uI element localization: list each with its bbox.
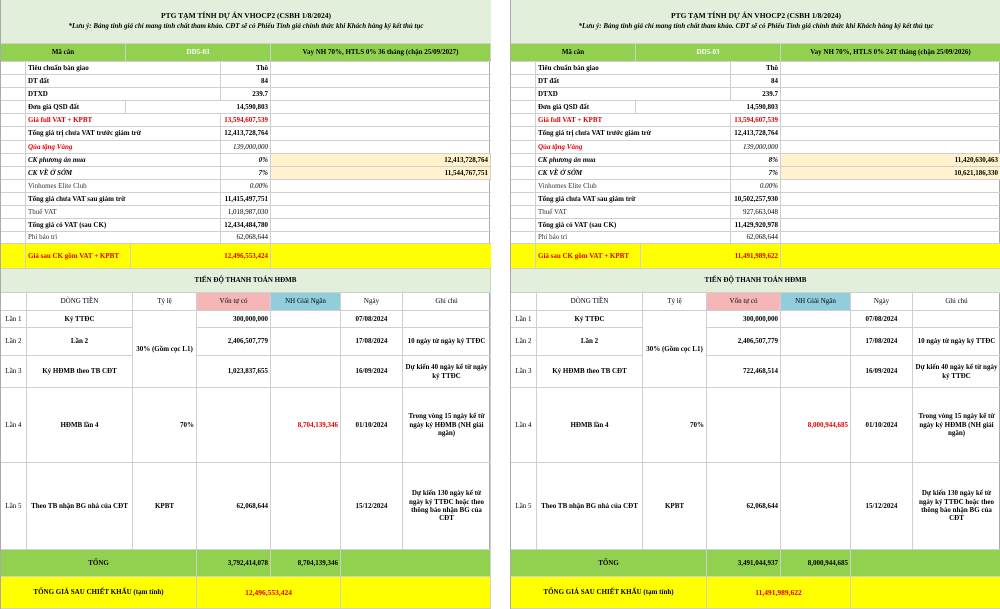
- sheet-title: PTG TẠM TÍNH DỰ ÁN VHOCP2 (CSBH 1/8/2024): [161, 11, 331, 20]
- payment-date: 15/12/2024: [341, 463, 403, 549]
- info-row: [1, 180, 491, 193]
- discounted-price: 10,621,186,330: [781, 167, 1000, 179]
- schedule-header-row: [511, 293, 1000, 311]
- own-capital: 300,000,000: [197, 311, 271, 327]
- info-row: [511, 101, 1000, 114]
- info-label: Tổng giá chưa VAT sau giảm trừ: [26, 193, 221, 205]
- info-percent: 0.00%: [731, 180, 781, 192]
- info-label: Qùa tặng Vàng: [536, 141, 731, 153]
- info-row: [1, 127, 491, 141]
- own-capital: [707, 388, 781, 462]
- info-label: DTXD: [26, 88, 221, 100]
- info-value: 10,502,257,930: [731, 193, 781, 205]
- sheet-header: [511, 0, 1000, 44]
- unit-code-label: Mã căn: [511, 44, 636, 61]
- total-own-capital: 3,491,044,937: [707, 550, 781, 576]
- own-capital: 2,406,507,779: [197, 328, 271, 355]
- info-value: 11,415,497,751: [221, 193, 271, 205]
- schedule-title-row: [511, 269, 1000, 293]
- total-bank: 8,704,139,346: [271, 550, 341, 576]
- info-row: [1, 219, 491, 232]
- payment-row: [511, 356, 1000, 388]
- info-row: [1, 232, 491, 244]
- info-row: [1, 114, 491, 127]
- info-percent: 7%: [221, 167, 271, 179]
- info-spacer: [1, 62, 26, 74]
- final-blank: [341, 577, 491, 608]
- info-row: [1, 141, 491, 154]
- info-label: Giá full VAT + KPBT: [536, 114, 731, 126]
- info-value: 12,413,728,764: [731, 127, 781, 140]
- info-label: DT đất: [536, 75, 731, 87]
- info-value: 84: [731, 75, 781, 87]
- payment-row: [1, 463, 491, 550]
- sheet-title: PTG TẠM TÍNH DỰ ÁN VHOCP2 (CSBH 1/8/2024): [671, 11, 841, 20]
- info-value: 14,590,803: [126, 101, 271, 113]
- column-header: DÒNG TIỀN: [537, 293, 643, 310]
- total-row: [511, 550, 1000, 577]
- info-row: [1, 193, 491, 206]
- info-spacer: [1, 219, 26, 231]
- payment-index: Lần 5: [1, 463, 27, 549]
- payment-date: 17/08/2024: [341, 328, 403, 355]
- info-value: 1,018,987,030: [221, 206, 271, 218]
- info-row: [1, 62, 491, 75]
- payment-date: 07/08/2024: [341, 311, 403, 327]
- info-spacer: [511, 219, 536, 231]
- payment-date: 16/09/2024: [851, 356, 913, 387]
- info-spacer: [1, 206, 26, 218]
- info-spacer: [1, 75, 26, 87]
- info-spacer: [511, 244, 536, 268]
- info-row: [511, 88, 1000, 101]
- price-sheet-left: [0, 0, 490, 609]
- payment-row: [1, 311, 491, 328]
- payment-name: Theo TB nhận BG nhà của CĐT: [27, 463, 133, 549]
- info-spacer: [1, 88, 26, 100]
- info-percent: 0.00%: [221, 180, 271, 192]
- total-label: TỔNG: [511, 550, 707, 576]
- info-label: CK phương án mua: [536, 154, 731, 166]
- info-label: CK VỀ Ở SỚM: [26, 167, 221, 179]
- info-label: Tổng giá chưa VAT sau giảm trừ: [536, 193, 731, 205]
- payment-row: [511, 388, 1000, 463]
- own-capital: 300,000,000: [707, 311, 781, 327]
- payment-row: [511, 311, 1000, 328]
- final-blank: [851, 577, 1000, 608]
- column-header: Ngày: [851, 293, 913, 310]
- info-spacer: [1, 141, 26, 153]
- info-label: DTXD: [536, 88, 731, 100]
- payment-name: Ký TTĐC: [537, 311, 643, 327]
- payment-index: Lần 1: [1, 311, 27, 327]
- payment-date: 07/08/2024: [851, 311, 913, 327]
- info-value: 12,496,553,424: [131, 244, 271, 268]
- bank-disbursement: [271, 328, 341, 355]
- payment-date: 01/10/2024: [341, 388, 403, 462]
- unit-code-label: Mã căn: [1, 44, 126, 61]
- payment-note: Dự kiến 130 ngày kể từ ngày ký TTĐC hoặc theo thông báo nhận BG của CĐT: [403, 463, 491, 549]
- payment-note: Dự kiến 40 ngày kể từ ngày ký TTĐC: [913, 356, 1000, 387]
- info-label: CK VỀ Ở SỚM: [536, 167, 731, 179]
- info-row: [511, 141, 1000, 154]
- header-blank: [511, 293, 537, 310]
- final-label: TỔNG GIÁ SAU CHIẾT KHẤU (tạm tính): [1, 577, 197, 608]
- column-header: NH Giải Ngân: [271, 293, 341, 310]
- payment-row: [1, 388, 491, 463]
- info-value: 14,590,803: [636, 101, 781, 113]
- payment-rate: 70%: [643, 388, 707, 462]
- unit-row: [511, 44, 1000, 62]
- info-label: Vinhomes Elite Club: [536, 180, 731, 192]
- info-spacer: [511, 62, 536, 74]
- info-spacer: [1, 244, 26, 268]
- column-header: Vốn tự có: [197, 293, 271, 310]
- payment-index: Lần 4: [511, 388, 537, 462]
- info-row: [1, 154, 491, 167]
- column-header: Tỷ lệ: [133, 293, 197, 310]
- info-spacer: [1, 127, 26, 140]
- info-spacer: [1, 101, 26, 113]
- bank-disbursement: [271, 463, 341, 549]
- total-bank: 8,000,944,685: [781, 550, 851, 576]
- payment-name: Lần 2: [537, 328, 643, 355]
- payment-note: Dự kiến 130 ngày kể từ ngày ký TTĐC hoặc theo thông báo nhận BG của CĐT: [913, 463, 1000, 549]
- info-row: [1, 244, 491, 269]
- own-capital: 62,068,644: [707, 463, 781, 549]
- payment-name: Ký HĐMB theo TB CĐT: [27, 356, 133, 387]
- info-label: Vinhomes Elite Club: [26, 180, 221, 192]
- column-header: Ngày: [341, 293, 403, 310]
- payment-rate: 70%: [133, 388, 197, 462]
- bank-disbursement: 8,704,139,346: [271, 388, 341, 462]
- info-label: Giá full VAT + KPBT: [26, 114, 221, 126]
- info-value: Thô: [221, 62, 271, 74]
- payment-note: Trong vòng 15 ngày kể từ ngày ký HĐMB (NH giải ngân): [403, 388, 491, 462]
- own-capital: 2,406,507,779: [707, 328, 781, 355]
- bank-disbursement: [781, 356, 851, 387]
- payment-row: [1, 356, 491, 388]
- info-percent: 7%: [731, 167, 781, 179]
- info-label: DT đất: [26, 75, 221, 87]
- total-label: TỔNG: [1, 550, 197, 576]
- payment-note: Dự kiến 40 ngày kể từ ngày ký TTĐC: [403, 356, 491, 387]
- info-label: Tổng giá trị chưa VAT trước giảm trừ: [536, 127, 731, 140]
- unit-code-value: DD5-03: [636, 44, 781, 61]
- payment-name: Lần 2: [27, 328, 133, 355]
- info-spacer: [1, 180, 26, 192]
- info-row: [511, 167, 1000, 180]
- info-row: [511, 219, 1000, 232]
- info-spacer: [1, 167, 26, 179]
- payment-date: 17/08/2024: [851, 328, 913, 355]
- info-spacer: [511, 167, 536, 179]
- payment-index: Lần 4: [1, 388, 27, 462]
- final-label: TỔNG GIÁ SAU CHIẾT KHẤU (tạm tính): [511, 577, 707, 608]
- payment-row: [511, 463, 1000, 550]
- total-own-capital: 3,792,414,078: [197, 550, 271, 576]
- info-value: 11,491,989,622: [641, 244, 781, 268]
- column-header: Vốn tự có: [707, 293, 781, 310]
- payment-row: [1, 328, 491, 356]
- info-spacer: [1, 232, 26, 243]
- bank-disbursement: [781, 463, 851, 549]
- info-spacer: [1, 154, 26, 166]
- info-value: Thô: [731, 62, 781, 74]
- info-spacer: [511, 154, 536, 166]
- own-capital: [197, 388, 271, 462]
- payment-index: Lần 3: [511, 356, 537, 387]
- info-row: [511, 232, 1000, 244]
- info-row: [511, 62, 1000, 75]
- discounted-price: 12,413,728,764: [271, 154, 491, 166]
- info-label: Phí bảo trì: [536, 232, 731, 243]
- info-spacer: [511, 180, 536, 192]
- info-row: [1, 167, 491, 180]
- column-header: DÒNG TIỀN: [27, 293, 133, 310]
- info-label: CK phương án mua: [26, 154, 221, 166]
- info-row: [511, 244, 1000, 269]
- info-label: Giá sau CK gồm VAT + KPBT: [536, 244, 641, 268]
- info-spacer: [511, 88, 536, 100]
- info-label: Qùa tặng Vàng: [26, 141, 221, 153]
- info-spacer: [511, 193, 536, 205]
- sheet-disclaimer: *Lưu ý: Bảng tính giá chỉ mang tính chất tham khảo. CĐT sẽ có Phiếu Tính giá chính thức khi Khách hàng ký kết thủ tục: [68, 22, 424, 30]
- info-label: Tổng giá có VAT (sau CK): [26, 219, 221, 231]
- loan-terms: Vay NH 70%, HTLS 0% 36 tháng (chặn 25/09/2027): [271, 44, 491, 61]
- payment-note: 10 ngày từ ngày ký TTĐC: [403, 328, 491, 355]
- bank-disbursement: 8,000,944,685: [781, 388, 851, 462]
- column-header: Tỷ lệ: [643, 293, 707, 310]
- info-spacer: [511, 232, 536, 243]
- info-row: [1, 75, 491, 88]
- bank-disbursement: [781, 311, 851, 327]
- info-value: 13,594,607,539: [731, 114, 781, 126]
- info-row: [1, 101, 491, 114]
- info-value: 927,663,048: [731, 206, 781, 218]
- merged-rate: 30% (Gồm cọc L1): [643, 311, 707, 388]
- info-row: [511, 154, 1000, 167]
- info-row: [511, 206, 1000, 219]
- info-row: [511, 114, 1000, 127]
- info-spacer: [511, 141, 536, 153]
- payment-index: Lần 2: [1, 328, 27, 355]
- sheet-disclaimer: *Lưu ý: Bảng tính giá chỉ mang tính chất tham khảo. CĐT sẽ có Phiếu Tính giá chính thức khi Khách hàng ký kết thủ tục: [578, 22, 934, 30]
- payment-date: 16/09/2024: [341, 356, 403, 387]
- info-label: Đơn giá QSD đất: [26, 101, 126, 113]
- loan-terms: Vay NH 70%, HTLS 0% 24T tháng (chặn 25/09/2026): [781, 44, 1000, 61]
- payment-row: [511, 328, 1000, 356]
- info-row: [511, 75, 1000, 88]
- column-header: Ghi chú: [913, 293, 1000, 310]
- info-value: 12,434,484,780: [221, 219, 271, 231]
- payment-rate: KPBT: [133, 463, 197, 549]
- info-spacer: [511, 127, 536, 140]
- total-row: [1, 550, 491, 577]
- info-label: Tiêu chuẩn bàn giao: [26, 62, 221, 74]
- info-spacer: [1, 114, 26, 126]
- bank-disbursement: [781, 328, 851, 355]
- bank-disbursement: [271, 311, 341, 327]
- final-total-row: [1, 577, 491, 609]
- payment-index: Lần 2: [511, 328, 537, 355]
- info-spacer: [511, 75, 536, 87]
- final-value: 11,491,989,622: [707, 577, 851, 608]
- payment-index: Lần 5: [511, 463, 537, 549]
- info-label: Tổng giá trị chưa VAT trước giảm trừ: [26, 127, 221, 140]
- info-label: Thuế VAT: [26, 206, 221, 218]
- info-spacer: [511, 206, 536, 218]
- column-header: NH Giải Ngân: [781, 293, 851, 310]
- schedule-title: TIẾN ĐỘ THANH TOÁN HĐMB: [1, 269, 491, 292]
- payment-index: Lần 1: [511, 311, 537, 327]
- discounted-price: 11,420,630,463: [781, 154, 1000, 166]
- payment-name: Ký TTĐC: [27, 311, 133, 327]
- payment-name: HĐMB lần 4: [27, 388, 133, 462]
- info-value: 239.7: [731, 88, 781, 100]
- info-value: 12,413,728,764: [221, 127, 271, 140]
- bank-disbursement: [271, 356, 341, 387]
- info-value: 139,000,000: [221, 141, 271, 153]
- payment-note: 10 ngày từ ngày ký TTĐC: [913, 328, 1000, 355]
- info-row: [511, 127, 1000, 141]
- info-row: [1, 206, 491, 219]
- merged-rate: 30% (Gồm cọc L1): [133, 311, 197, 388]
- info-spacer: [511, 114, 536, 126]
- unit-code-value: DD5-03: [126, 44, 271, 61]
- payment-date: 01/10/2024: [851, 388, 913, 462]
- schedule-title: TIẾN ĐỘ THANH TOÁN HĐMB: [511, 269, 1000, 292]
- sheet-header: [1, 0, 491, 44]
- payment-name: HĐMB lần 4: [537, 388, 643, 462]
- info-percent: 8%: [731, 154, 781, 166]
- info-label: Đơn giá QSD đất: [536, 101, 636, 113]
- unit-row: [1, 44, 491, 62]
- info-label: Phí bảo trì: [26, 232, 221, 243]
- schedule-header-row: [1, 293, 491, 311]
- info-value: 13,594,607,539: [221, 114, 271, 126]
- info-label: Tiêu chuẩn bàn giao: [536, 62, 731, 74]
- own-capital: 1,023,837,655: [197, 356, 271, 387]
- total-blank: [341, 550, 491, 576]
- payment-note: [913, 311, 1000, 327]
- own-capital: 722,468,514: [707, 356, 781, 387]
- info-label: Giá sau CK gồm VAT + KPBT: [26, 244, 131, 268]
- info-value: 62,068,644: [221, 232, 271, 243]
- info-value: 84: [221, 75, 271, 87]
- payment-date: 15/12/2024: [851, 463, 913, 549]
- info-value: 139,000,000: [731, 141, 781, 153]
- schedule-title-row: [1, 269, 491, 293]
- payment-rate: KPBT: [643, 463, 707, 549]
- info-spacer: [511, 101, 536, 113]
- info-row: [1, 88, 491, 101]
- final-value: 12,496,553,424: [197, 577, 341, 608]
- info-percent: 0%: [221, 154, 271, 166]
- payment-name: Theo TB nhận BG nhà của CĐT: [537, 463, 643, 549]
- payment-note: Trong vòng 15 ngày kể từ ngày ký HĐMB (NH giải ngân): [913, 388, 1000, 462]
- info-value: 239.7: [221, 88, 271, 100]
- info-row: [511, 193, 1000, 206]
- info-value: 11,429,920,978: [731, 219, 781, 231]
- payment-note: [403, 311, 491, 327]
- total-blank: [851, 550, 1000, 576]
- final-total-row: [511, 577, 1000, 609]
- info-spacer: [1, 193, 26, 205]
- info-value: 62,068,644: [731, 232, 781, 243]
- price-sheet-right: [510, 0, 1000, 609]
- info-label: Thuế VAT: [536, 206, 731, 218]
- column-header: Ghi chú: [403, 293, 491, 310]
- info-row: [511, 180, 1000, 193]
- own-capital: 62,068,644: [197, 463, 271, 549]
- payment-name: Ký HĐMB theo TB CĐT: [537, 356, 643, 387]
- info-label: Tổng giá có VAT (sau CK): [536, 219, 731, 231]
- header-blank: [1, 293, 27, 310]
- discounted-price: 11,544,767,751: [271, 167, 491, 179]
- payment-index: Lần 3: [1, 356, 27, 387]
